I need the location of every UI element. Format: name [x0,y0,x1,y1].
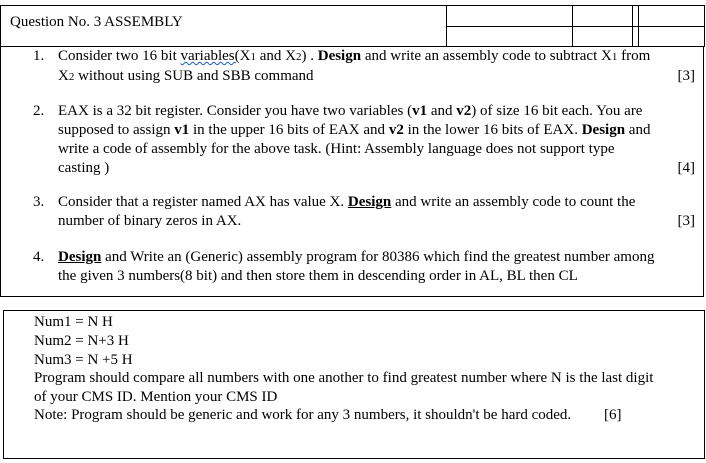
text-run: 2 [295,51,302,63]
note-line: Note: Program should be generic and work for any 3 numbers, it shouldn't be hard coded. [34,407,572,423]
text-run: X [58,68,69,84]
question-number: 1. [33,48,45,64]
marks: [3] [677,68,695,84]
question-text [58,248,695,286]
text-run: and [427,103,457,119]
marks: [3] [677,213,695,229]
text-run: without using SUB and SBB command [74,68,314,84]
text-run: EAX is a 32 bit register. Consider you have two variables ( [58,103,413,119]
text-run: 1 [611,51,618,63]
question-4 [33,248,695,288]
text-run-spellcheck: variables( [180,48,240,64]
text-run: in the upper 16 bits of EAX and [189,122,389,138]
question-number: 2. [33,103,45,119]
text-run: and [625,122,651,138]
text-run: and write an assembly code to subtract X [361,48,612,64]
question-line [58,121,695,140]
note-line: of your CMS ID. Mention your CMS ID [34,389,278,405]
text-run-bold: v2 [456,103,472,119]
text-run-bold: Design [317,48,362,64]
text-run-bold: Design [347,194,392,210]
question-line: the given 3 numbers(8 bit) and then store them in descending order in AL, BL then CL [58,268,578,284]
text-run: supposed to assign [58,122,175,138]
question-number: 3. [33,194,45,210]
question-line [58,159,695,178]
question-line [58,193,695,212]
text-run-bold: Design [58,249,102,265]
text-run: and write an assembly code to count the [391,194,636,210]
text-run: in the lower 16 bits of EAX. [403,122,582,138]
text-run-bold: v2 [388,122,404,138]
header-top-border [0,5,705,6]
notes-box [3,310,705,459]
header-cell-divider [446,5,447,47]
note-line: Num3 = N +5 H [34,352,133,368]
header-right-border [704,5,705,47]
question-line [58,102,695,121]
text-run-bold: v1 [174,122,190,138]
header-cell-divider [638,5,639,47]
question-line [58,67,695,87]
text-run: casting ) [58,160,110,176]
text-run-bold: v1 [412,103,428,119]
question-line: write a code of assembly for the above task. (Hint: Assembly language does not support type [58,141,615,157]
question-3 [33,193,695,233]
note-line: Num2 = N+3 H [34,333,129,349]
question-text [58,102,695,178]
note-line: Num1 = N H [34,314,113,330]
text-run-bold: Design [581,122,626,138]
question-title: Question No. 3 ASSEMBLY [10,14,183,30]
question-line [58,248,695,267]
text-run: 1 [250,51,256,63]
question-text [58,193,695,231]
header-cell-divider [572,5,573,47]
text-run: and Write an (Generic) assembly program for 80386 which find the greatest number among [101,249,655,265]
text-run: Consider two 16 bit [58,48,181,64]
text-run: 2 [68,71,75,83]
question-line [58,212,695,231]
marks: [4] [677,160,695,176]
header-table [0,5,705,47]
question-text [58,47,695,87]
text-run: Consider that a register named AX has value X. [58,194,348,210]
header-mid-border [446,26,705,27]
question-2 [33,102,695,178]
header-left-border [0,5,1,47]
text-run: ) . [301,48,318,64]
text-run: ) of size 16 bit each. You are [471,103,643,119]
text-run: number of binary zeros in AX. [58,213,242,229]
text-run: X [239,48,251,64]
question-line [58,47,695,67]
question-1 [33,47,695,87]
note-line: Program should compare all numbers with one another to find greatest number where N is the last digit [34,370,654,386]
question-number: 4. [33,249,45,265]
text-run: and X [255,48,296,64]
text-run: from [617,48,651,64]
marks: [6] [604,407,622,423]
header-cell-divider [632,5,633,47]
